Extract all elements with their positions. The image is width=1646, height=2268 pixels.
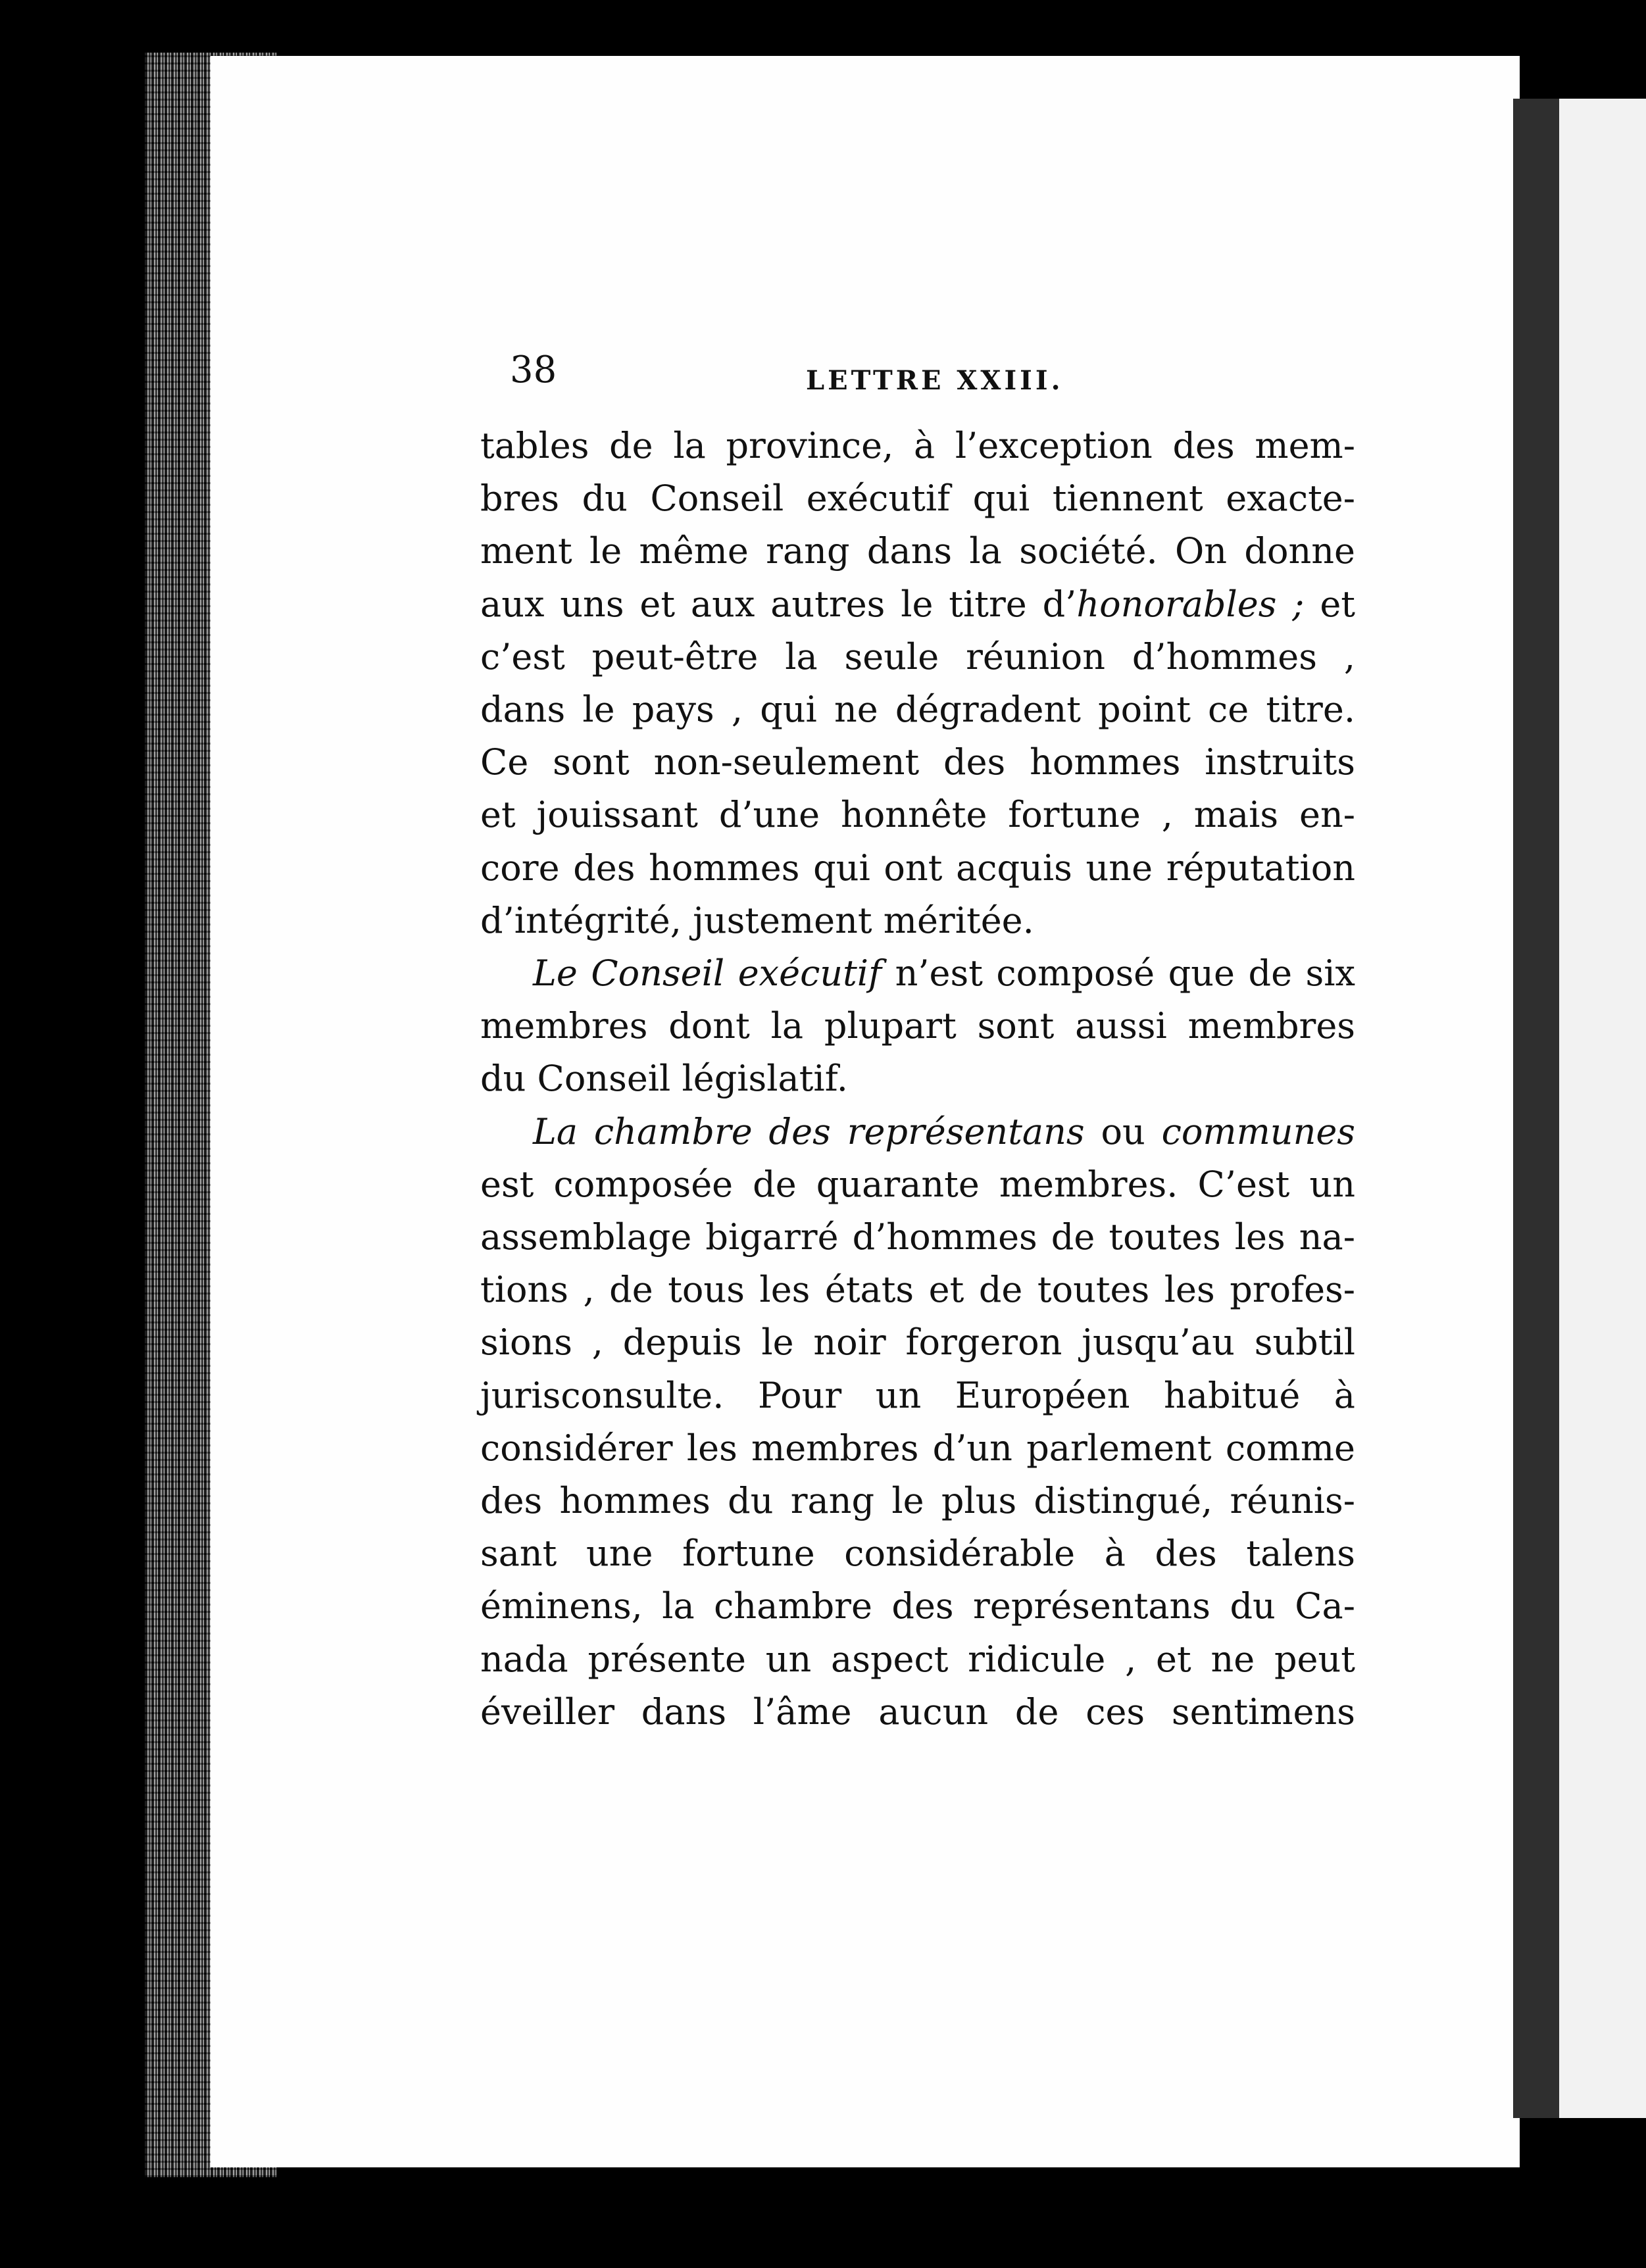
text-line: bres du Conseil exécutif qui tiennent exacte- bbox=[480, 478, 1355, 520]
italic-term: communes bbox=[1161, 1110, 1356, 1152]
text-line: éveiller dans l’âme aucun de ces sentimens bbox=[480, 1690, 1355, 1733]
text-line: aux uns et aux autres le titre d’honorables ; et bbox=[480, 583, 1355, 625]
text-line: sions , depuis le noir forgeron jusqu’au subtil bbox=[480, 1321, 1355, 1364]
text-line: ment le même rang dans la société. On donne bbox=[480, 530, 1355, 572]
text-line: considérer les membres d’un parlement comme bbox=[480, 1427, 1355, 1469]
italic-term: honorables ; bbox=[1076, 583, 1305, 625]
text-line: jurisconsulte. Pour un Européen habitué à bbox=[480, 1374, 1355, 1416]
page-number: 38 bbox=[510, 349, 557, 391]
text-line: est composée de quarante membres. C’est un bbox=[480, 1163, 1355, 1205]
text-line: assemblage bigarré d’hommes de toutes les na- bbox=[480, 1216, 1355, 1258]
adjacent-page bbox=[1559, 99, 1646, 2118]
text-line: core des hommes qui ont acquis une réputation bbox=[480, 847, 1355, 889]
text-line: Ce sont non-seulement des hommes instruits bbox=[480, 741, 1355, 783]
text-line: d’intégrité, justement méritée. bbox=[480, 899, 1034, 941]
text-line: membres dont la plupart sont aussi membres bbox=[480, 1005, 1355, 1047]
text-line: tions , de tous les états et de toutes les profes- bbox=[480, 1269, 1355, 1311]
text-line: des hommes du rang le plus distingué, réunis- bbox=[480, 1480, 1355, 1522]
text-line: dans le pays , qui ne dégradent point ce titre. bbox=[480, 689, 1355, 731]
text-line: nada présente un aspect ridicule , et ne peut bbox=[480, 1638, 1355, 1680]
text-line: c’est peut-être la seule réunion d’hommes , bbox=[480, 635, 1355, 678]
text-line: du Conseil législatif. bbox=[480, 1058, 848, 1100]
italic-term: Le Conseil exécutif bbox=[533, 952, 882, 995]
text-line: La chambre des représentans ou communes bbox=[533, 1110, 1356, 1152]
text-line: éminens, la chambre des représentans du Ca- bbox=[480, 1585, 1355, 1627]
body-text bbox=[480, 420, 1355, 1738]
text-line: tables de la province, à l’exception des mem- bbox=[480, 425, 1355, 466]
text-line: sant une fortune considérable à des talens bbox=[480, 1533, 1355, 1575]
italic-term: La chambre des représentans bbox=[533, 1110, 1085, 1152]
text-line: Le Conseil exécutif n’est composé que de six bbox=[533, 952, 1355, 995]
text-line: et jouissant d’une honnête fortune , mais en- bbox=[480, 794, 1355, 836]
running-head: LETTRE XXIII. bbox=[806, 365, 1064, 396]
book-cover-edge bbox=[1513, 99, 1559, 2118]
